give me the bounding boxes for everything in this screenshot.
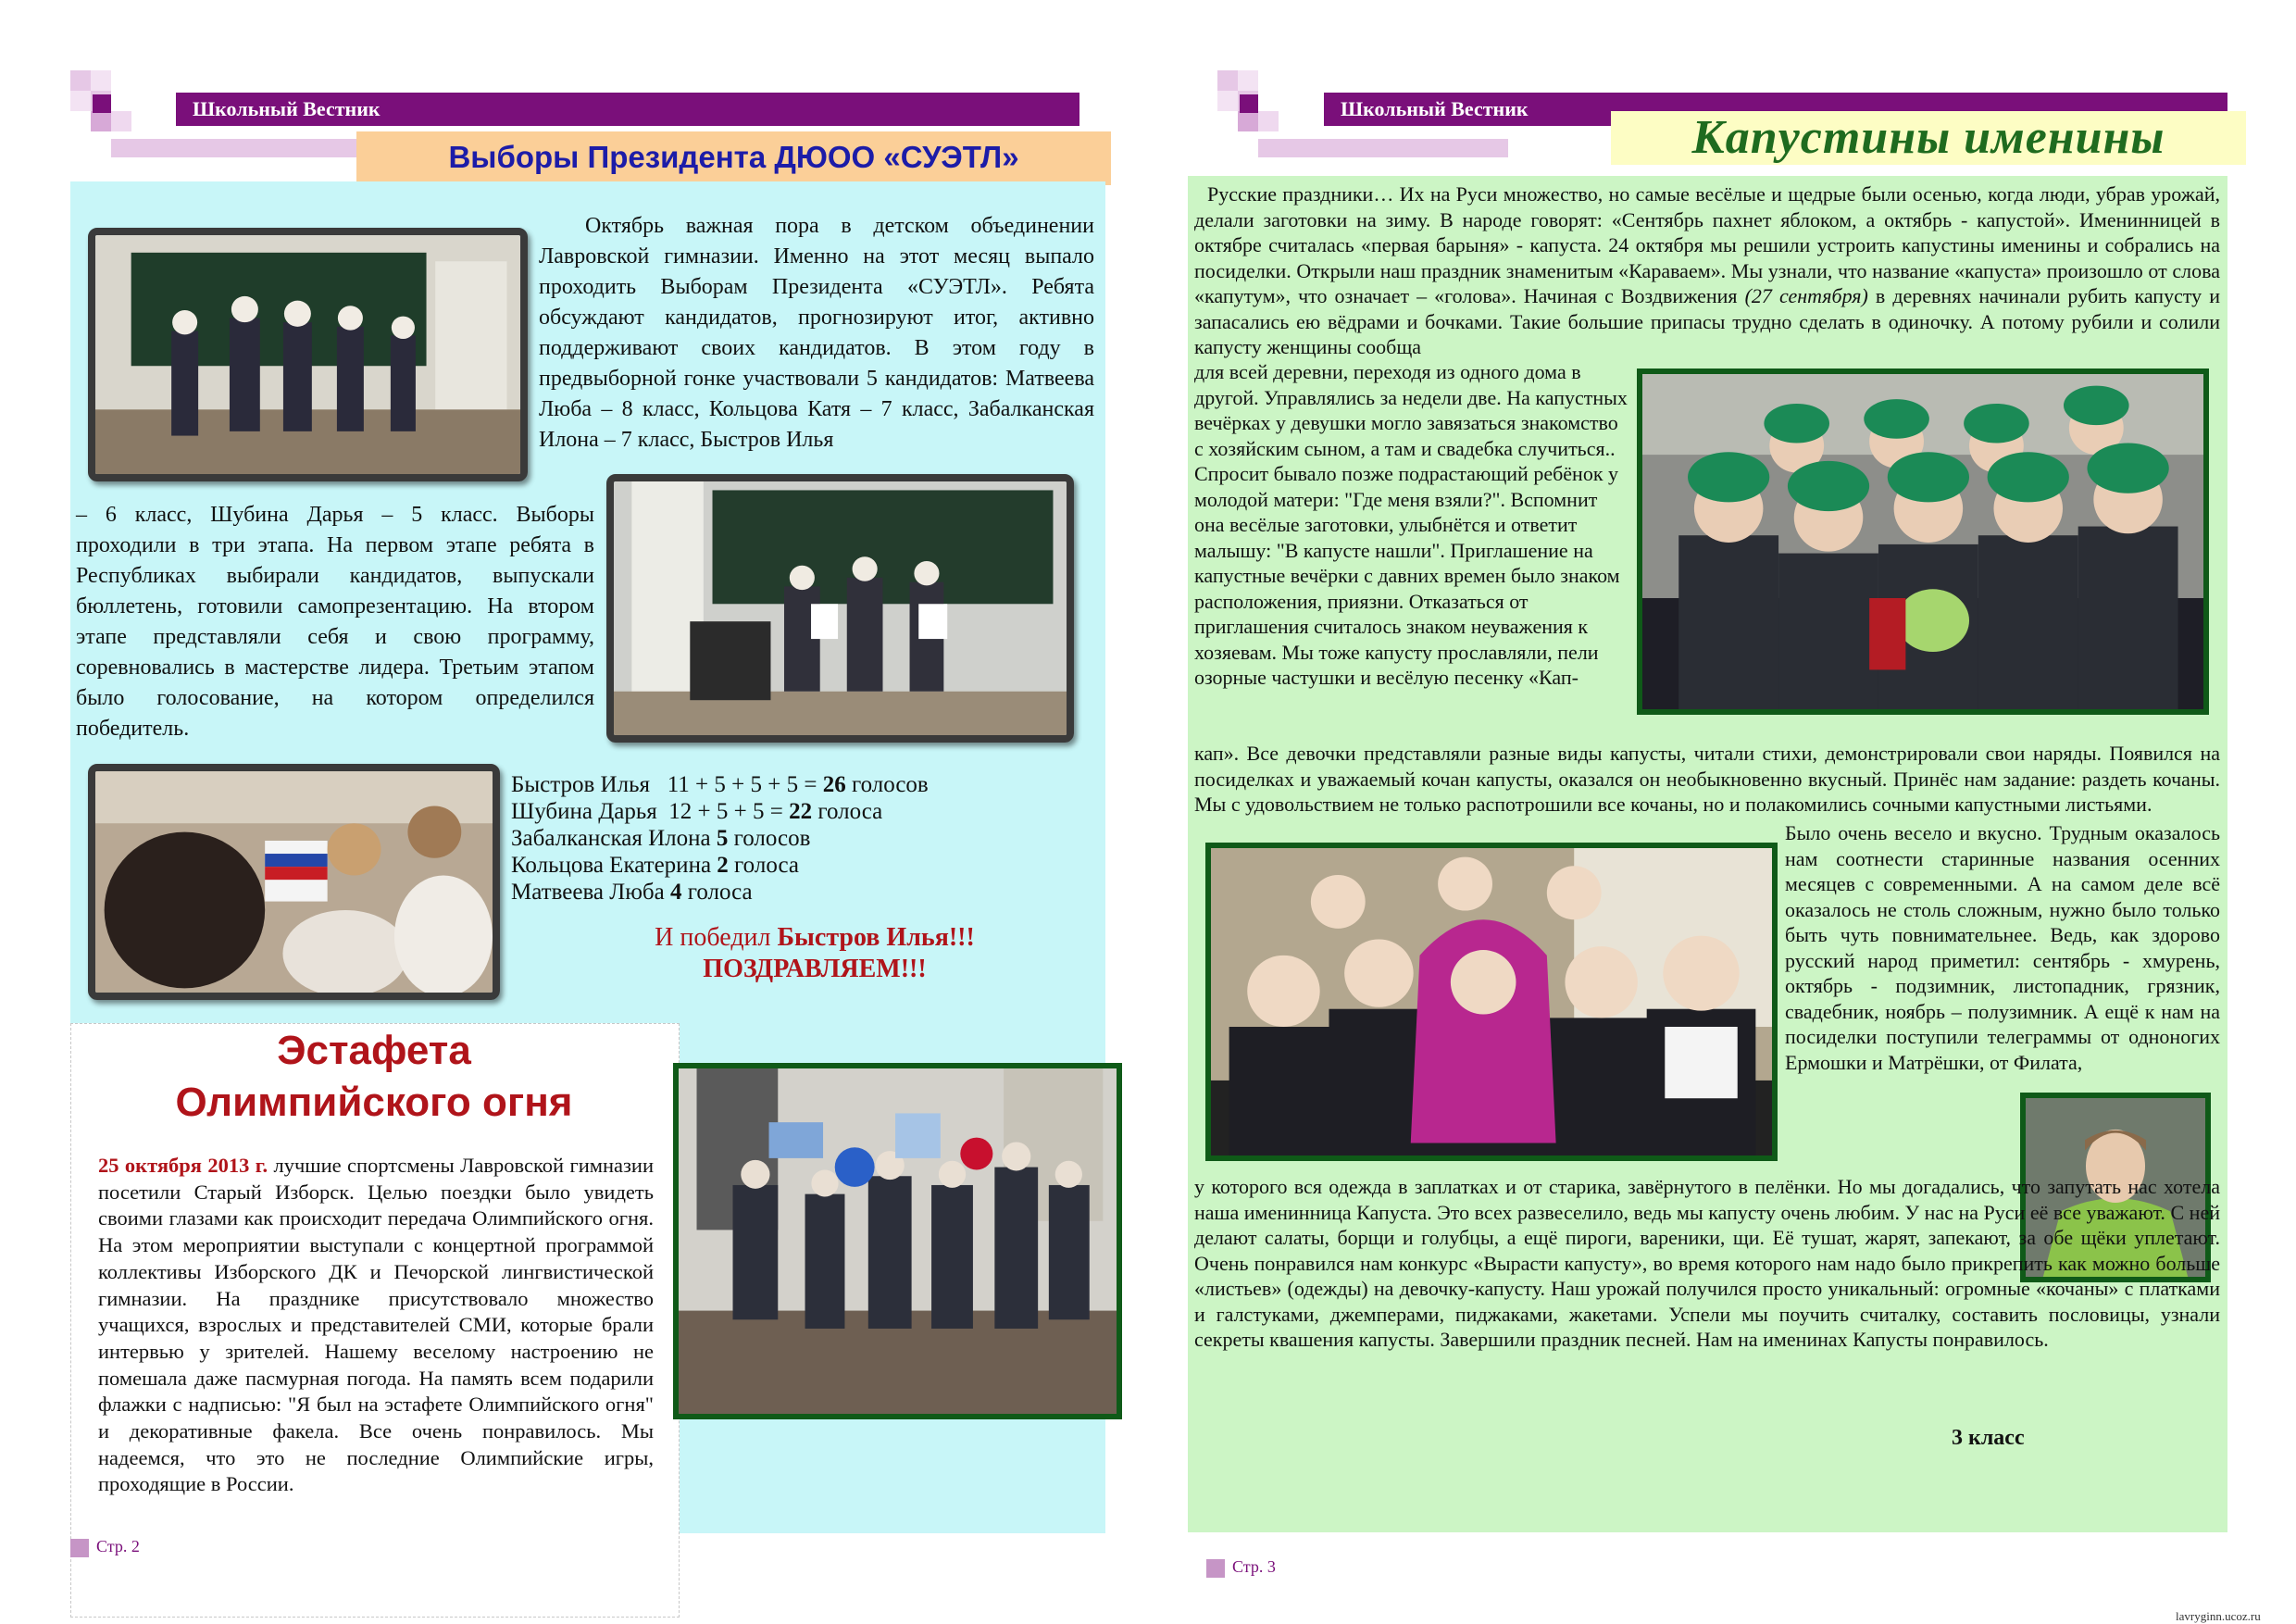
page-title-cabbage: Капустины именины: [1611, 111, 2246, 165]
vote-row: Забалканская Илона 5 голосов: [511, 826, 811, 851]
vote-row: Шубина Дарья 12 + 5 + 5 = 22 голоса: [511, 799, 883, 824]
winner-announcement: И победил Быстров Илья!!! ПОЗДРАВЛЯЕМ!!!: [655, 923, 975, 983]
site-url: lavryginn.ucoz.ru: [2176, 1609, 2261, 1623]
elections-article-bottom: – 6 класс, Шубина Дарья – 5 класс. Выборы проходили в три этапа. На первом этапе ребята в Республиках выбирали кандидатов, выпускали бюллетень, готовили самопрезентацию. На втором этапе представляли себя и свою программу, соревновались в мастерстве лидера. Третьим этапом было голосование, на котором определился победитель.: [76, 503, 594, 741]
signature-class: 3 класс: [1952, 1426, 2025, 1450]
header-square-left: [93, 94, 111, 113]
header-bar-right: Школьный Вестник: [1324, 93, 2227, 126]
olympic-date: 25 октября 2013 г.: [98, 1154, 268, 1177]
header-bar-left: Школьный Вестник: [176, 93, 1079, 126]
header-strip-left: [111, 139, 361, 157]
olympic-article: 25 октября 2013 г. лучшие спортсмены Лавровской гимназии посетили Старый Изборск. Целью поездки было увидеть своими глазами как происходит передача Олимпийского огня. На этом мероприятии выступали с концертной программой коллективы Изборского ДК и Печорской лингвистической гимназии. На празднике присутствовало множество учащихся, взрослых и представителей СМИ, которые брали интервью у зрителей. Нашему веселому настроению не помешала даже пасмурная погода. На память всем подарили флажки с надписью: "Я был на эстафете Олимпийского огня" и декоративные факела. Все очень понравилось. Мы надеемся, что это не последние Олимпийские игры, проходящие в России.: [98, 1154, 654, 1496]
photo-olympic-flame: [673, 1063, 1122, 1419]
page-title-elections: Выборы Президента ДЮОО «СУЭТЛ»: [356, 131, 1111, 185]
header-square-right: [1240, 94, 1258, 113]
cabbage-paragraph-2: для всей деревни, переходя из одного дома в другой. Управлялись за недели две. На капустных вечёрках у девушки могло завязаться знакомство с хозяйским сыном, а там и свадебка случиться.. Спросит бывало позже подрастающий ребёнок у молодой матери: "Где меня взяли?". Вспомнит она весёлые заготовки, улыбнётся и ответит малышу: "В капусте нашли". Приглашение на капустные вечёрки с давних времен было знаком расположения, приязни. Отказаться от приглашения считалось знаком неуважения к хозяевам. Мы тоже капусту прославляли, пели озорные частушки и весёлую песенку «Кап-: [1194, 360, 1628, 689]
page-number-left: Стр. 2: [70, 1537, 140, 1557]
elections-article-top: Октябрь важная пора в детском объединении Лавровской гимназии. Именно на этот месяц выпало проходить Выборам Президента «СУЭТЛ». Ребята обсуждают кандидатов, прогнозируют итог, активно поддерживают своих кандидатов. В этом году в предвыборной гонке участвовали 5 кандидатов: Матвеева Люба – 8 класс, Кольцова Катя – 7 класс, Забалканская Илона – 7 класс, Быстров Илья: [539, 214, 1094, 452]
photo-candidates-classroom: [88, 228, 528, 481]
header-strip-right: [1258, 139, 1508, 157]
cabbage-paragraph-5: у которого вся одежда в заплатках и от старика, завёрнутого в пелёнки. Но мы догадались, что запутать нас хотела наша именинница Капуста. Это всех развеселило, ведь мы капусту очень любим. У нас на Руси её все уважают. С ней делают салаты, борщи и голубцы, а ещё пироги, вареники, щи. Её тушат, жарят, запекают, за обе щёки уплетают. Очень понравился нам конкурс «Вырасти капусту», во время которого нам надо было прикрепить как можно больше «листьев» (одежды) на девочку-капусту. Наш урожай получился просто уникальный: огромные «кочаны» с платками и галстуками, джемперами, пиджаками, жакетами. Успели мы поучить считалку, составить пословицы, узнали секреты квашения капусты. Завершили праздник песней. Нам на именинах Капусты понравилось.: [1194, 1175, 2220, 1351]
photo-voting: [88, 764, 500, 1000]
cabbage-paragraph-4: Было очень весело и вкусно. Трудным оказалось нам соотнести старинные названия осенних месяцев с современными. А на самом деле всё оказалось не столь сложным, нужно было только быть чуть повнимательнее. Ведь, как здорово русский народ приметил: сентябрь - хмурень, октябрь - подзимник, листопадник, грязник, свадебник, ноябрь – полузимник. А ещё к нам на посиделки поступили телеграммы от одноногих Ермошки и Матрёшки, от Филата,: [1785, 821, 2220, 1074]
cabbage-paragraph-1: Русские праздники… Их на Руси множество, но самые весёлые и щедрые были осенью, когда люди, убрав урожай, делали заготовки на зиму. В народе говорят: «Сентябрь пахнет яблоком, а октябрь - капустой». Именинницей в октябре считалась «первая барыня» - капуста. 24 октября мы решили устроить капустины именины и собрались на посиделки. Открыли наш праздник знаменитым «Караваем». Мы узнали, что название «капуста» произошло от слова «капутум», что означает – «голова». Начиная с Воздвижения (27 сентября) в деревнях начинали рубить капусту и запасались ею вёдрами и бочками. Такие большие припасы трудно сделать в одиночку. А потому рубили и солили капусту женщины сообща: [1194, 182, 2220, 358]
page-number-right: Стр. 3: [1206, 1557, 1276, 1578]
cabbage-paragraph-3: кап». Все девочки представляли разные виды капусты, читали стихи, демонстрировали свои наряды. Появился на посиделках и уважаемый кочан капусты, оказался он необыкновенно вкусный. Принёс нам задание: раздеть кочаны. Мы с удовольствием не только распотрошили все кочаны, но и полакомились сочными капустными листьями.: [1194, 742, 2220, 816]
vote-row: Быстров Илья 11 + 5 + 5 + 5 = 26 голосов: [511, 772, 929, 797]
vote-row: Кольцова Екатерина 2 голоса: [511, 853, 799, 878]
photo-cabbage-kids: [1205, 843, 1778, 1161]
vote-results: [511, 771, 1029, 906]
vote-row: Матвеева Люба 4 голоса: [511, 880, 753, 905]
olympic-title: Эстафета Олимпийского огня: [175, 1028, 573, 1125]
photo-cabbage-girls: [1637, 369, 2209, 715]
photo-candidates-presentation: [606, 474, 1074, 743]
